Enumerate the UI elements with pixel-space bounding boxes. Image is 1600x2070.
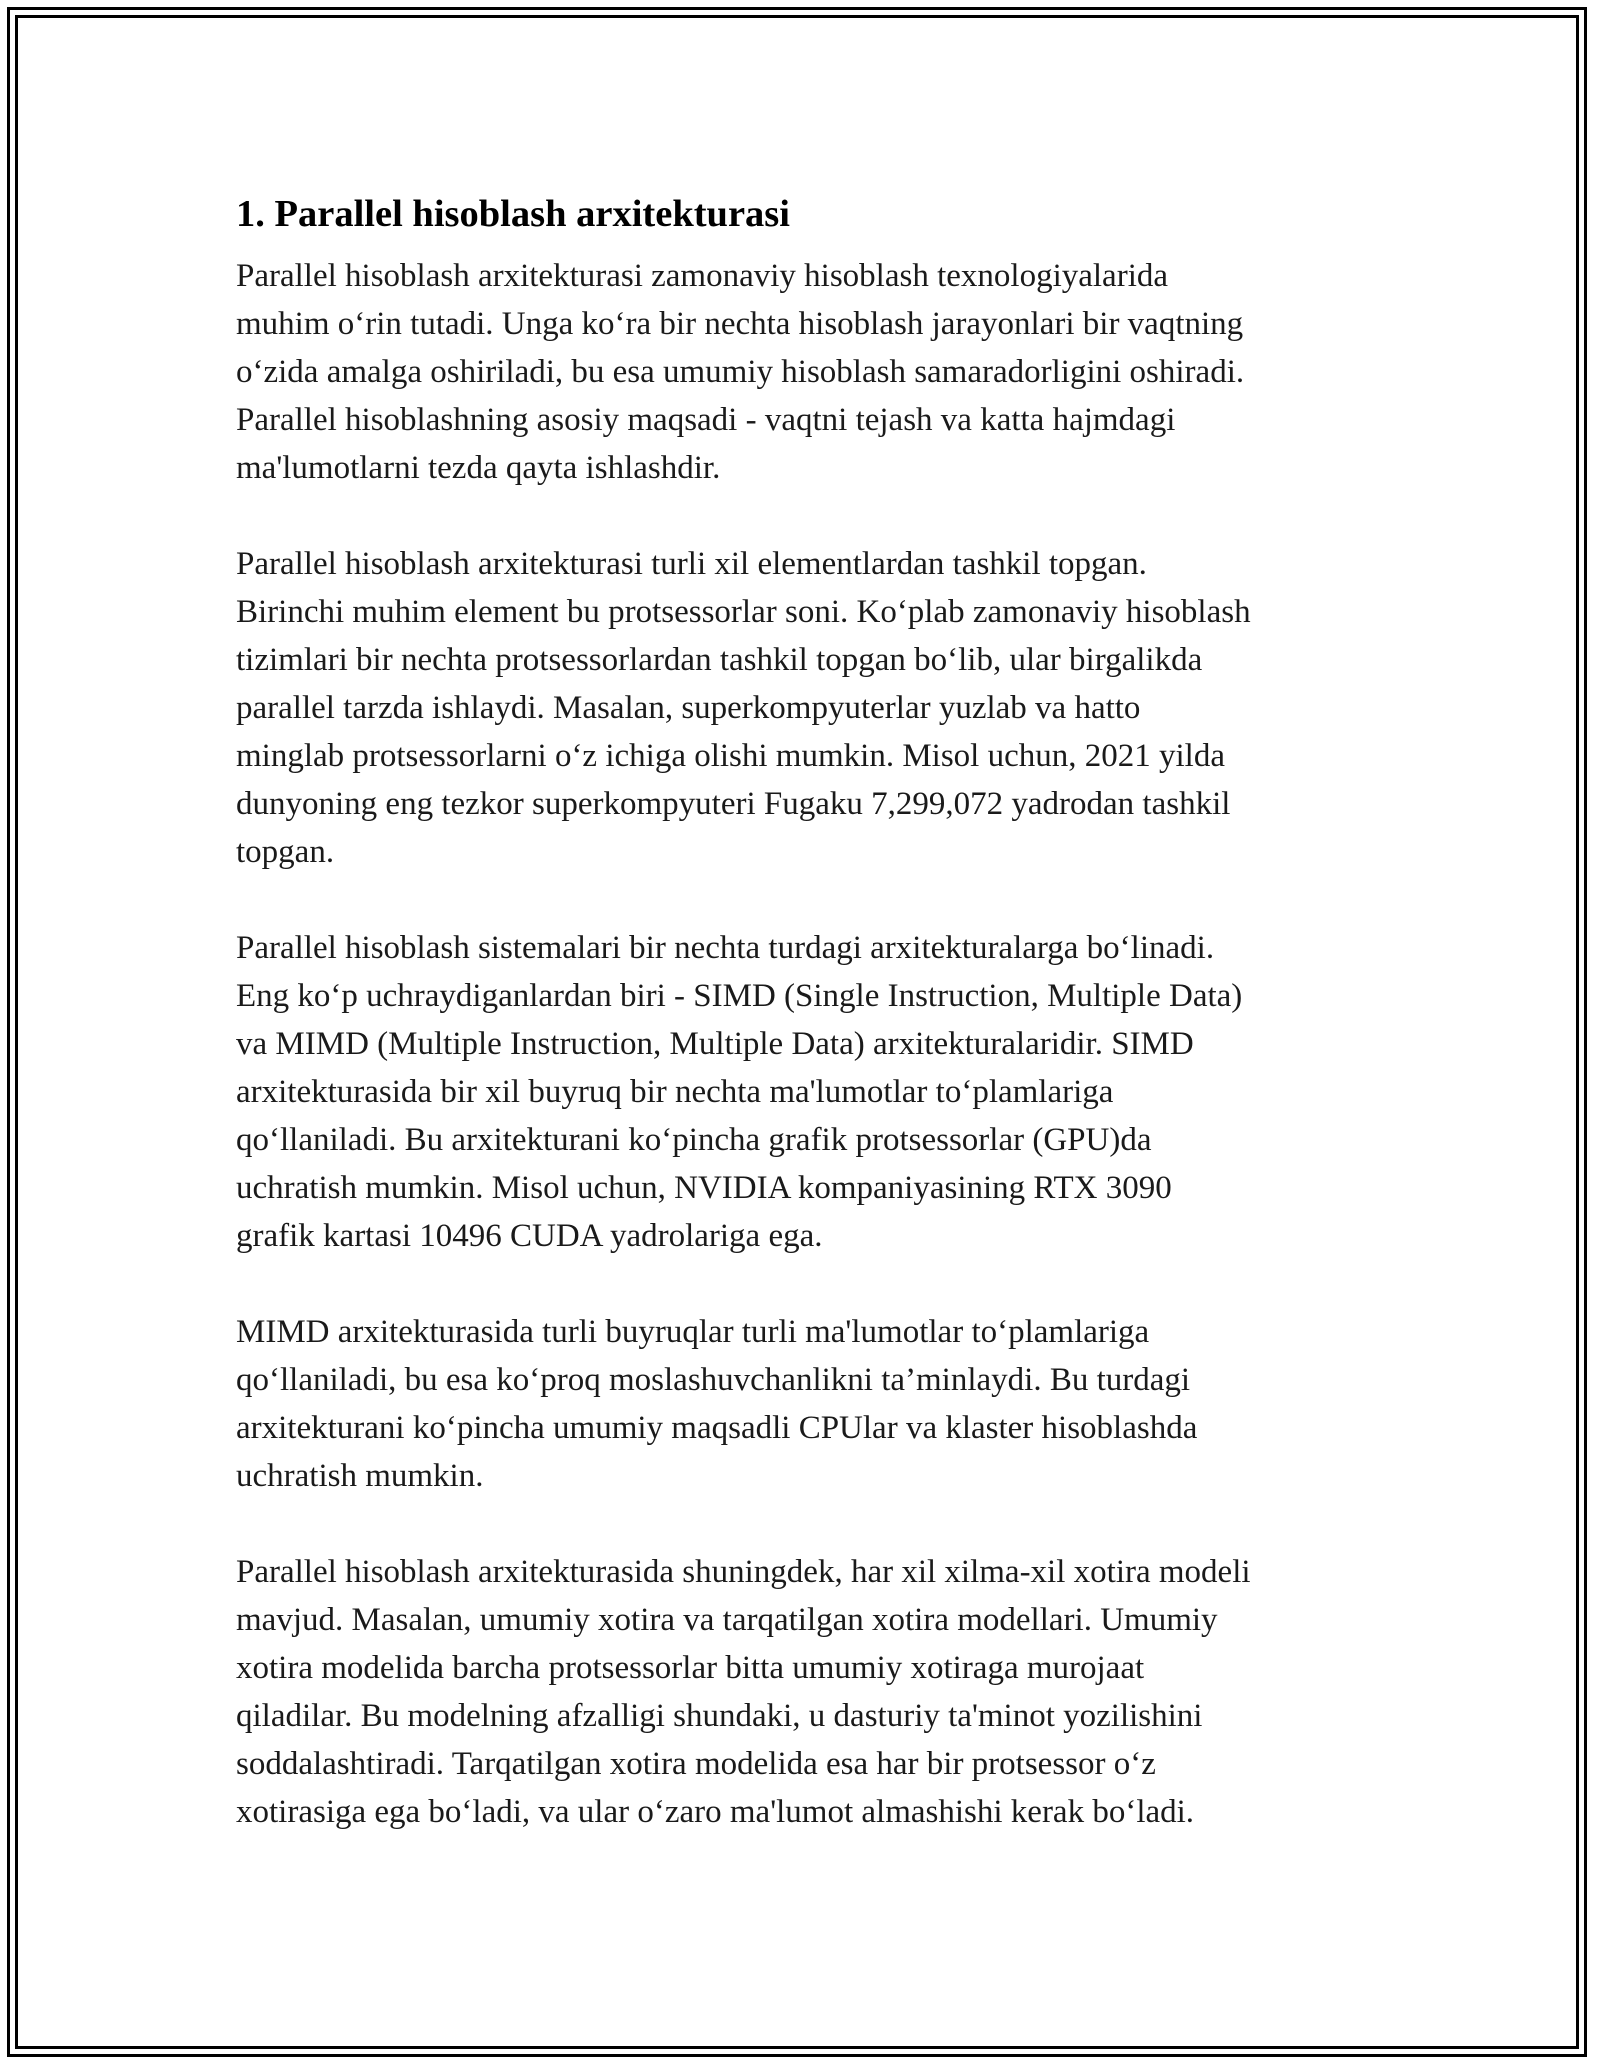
paragraph-processors: Parallel hisoblash arxitekturasi turli xil elementlardan tashkil topgan. Birinchi muhim element bu protsessorlar soni. Ko‘plab zamonaviy hisoblash tizimlari bir nechta protsessorlardan tashkil topgan bo‘lib, ular birgalikda parallel tarzda ishlaydi. Masalan, superkompyuterlar yuzlab va hatto minglab protsessorlarni o‘z ichiga olishi mumkin. Misol uchun, 2021 yilda dunyoning eng tezkor superkompyuteri Fugaku 7,299,072 yadrodan tashkil topgan. <box>236 546 1251 870</box>
paragraph-simd-mimd: Parallel hisoblash sistemalari bir nechta turdagi arxitekturalarga bo‘linadi. Eng ko‘p uchraydiganlardan biri - SIMD (Single Instruction, Multiple Data) va MIMD (Multiple Instruction, Multiple Data) arxitekturalaridir. SIMD arxitekturasida bir xil buyruq bir nechta ma'lumotlar to‘plamlariga qo‘llaniladi. Bu arxitekturani ko‘pincha grafik protsessorlar (GPU)da uchratish mumkin. Misol uchun, NVIDIA kompaniyasining RTX 3090 grafik kartasi 10496 CUDA yadrolariga ega. <box>236 930 1243 1254</box>
paragraph-memory-models: Parallel hisoblash arxitekturasida shuningdek, har xil xilma-xil xotira modeli mavjud. Masalan, umumiy xotira va tarqatilgan xotira modellari. Umumiy xotira modelida barcha protsessorlar bitta umumiy xotiraga murojaat qiladilar. Bu modelning afzalligi shundaki, u dasturiy ta'minot yozilishini soddalashtiradi. Tarqatilgan xotira modelida esa har bir protsessor o‘z xotirasiga ega bo‘ladi, va ular o‘zaro ma'lumot almashishi kerak bo‘ladi. <box>236 1554 1251 1830</box>
section-heading: 1. Parallel hisoblash arxitekturasi <box>236 193 790 235</box>
paragraph-intro: Parallel hisoblash arxitekturasi zamonaviy hisoblash texnologiyalarida muhim o‘rin tutadi. Unga ko‘ra bir nechta hisoblash jarayonlari bir vaqtning o‘zida amalga oshiriladi, bu esa umumiy hisoblash samaradorligini oshiradi. Parallel hisoblashning asosiy maqsadi - vaqtni tejash va katta hajmdagi ma'lumotlarni tezda qayta ishlashdir. <box>236 258 1245 486</box>
document-body <box>236 188 1386 1884</box>
paragraph-mimd: MIMD arxitekturasida turli buyruqlar turli ma'lumotlar to‘plamlariga qo‘llaniladi, bu esa ko‘proq moslashuvchanlikni ta’minlaydi. Bu turdagi arxitekturani ko‘pincha umumiy maqsadli CPUlar va klaster hisoblashda uchratish mumkin. <box>236 1314 1198 1494</box>
